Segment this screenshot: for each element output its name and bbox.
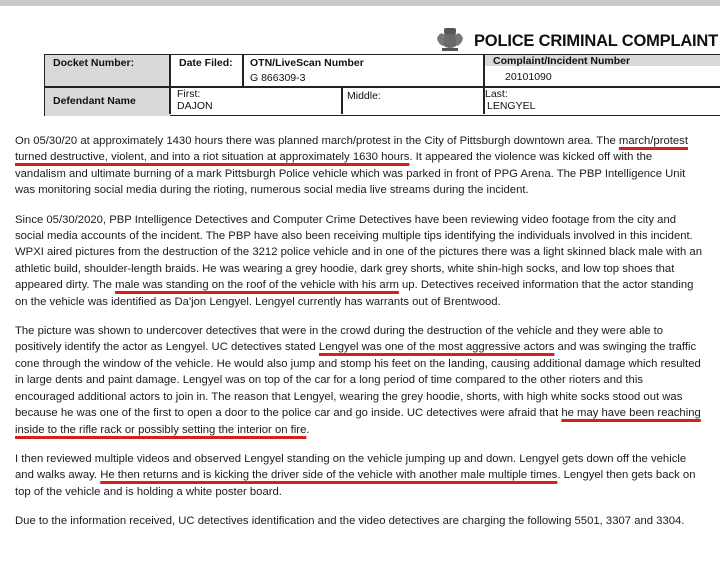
date-filed-label: Date Filed: xyxy=(179,57,233,69)
top-border xyxy=(0,0,720,6)
document-title: POLICE CRIMINAL COMPLAINT xyxy=(474,32,719,50)
complaint-number-label: Complaint/Incident Number xyxy=(493,55,631,67)
first-name-value: DAJON xyxy=(177,100,213,112)
last-name-label: Last: xyxy=(485,88,508,100)
middle-name-label: Middle: xyxy=(347,90,381,102)
highlighted-text: He then returns and is kicking the driver side of the vehicle with another male multiple times xyxy=(100,469,558,482)
highlighted-text: march/protest turned destructive, violent, and into a riot situation at approximately 1630 hours xyxy=(15,135,688,164)
complaint-number-value: 20101090 xyxy=(505,71,552,83)
last-name-value: LENGYEL xyxy=(487,100,536,112)
complaint-narrative xyxy=(15,133,705,543)
docket-number-label: Docket Number: xyxy=(53,57,135,69)
otn-value: G 866309-3 xyxy=(250,72,306,84)
pennsylvania-seal-icon xyxy=(435,24,465,52)
otn-label: OTN/LiveScan Number xyxy=(250,57,364,69)
complaint-header-table xyxy=(44,54,720,116)
paragraph: I then reviewed multiple videos and observed Lengyel standing on the vehicle jumping up and down. Lengyel gets down off the vehicle and walks away. He then returns and is kicking the driver side of the vehicle with another male multiple times. Lengyel then gets back on top of the vehicle and is holding a white poster board. xyxy=(15,452,696,498)
paragraph: Since 05/30/2020, PBP Intelligence Detectives and Computer Crime Detectives have been reviewing video footage from the city and social media accounts of the incident. The PBP have also been receiving multiple tips identifying the individuals involved in this incident. WPXI aired pictures from the destruction of the 3212 police vehicle and in one of the pictures there was a light skinned black male with an athletic build, shoulder-length braids. He was wearing a grey hoodie, dark grey shorts, white shin-high socks, and low top shoes that appeared dirty. The male was standing on the roof of the vehicle with his arm up. Detectives received information that the actor standing on the vehicle was identified as Da'jon Lengyel. Lengyel currently has warrants out of Brentwood. xyxy=(15,213,702,308)
defendant-name-label: Defendant Name xyxy=(53,95,136,107)
paragraph: On 05/30/20 at approximately 1430 hours there was planned march/protest in the City of Pittsburgh downtown area. The march/protest turned destructive, violent, and into a riot situation at approximately 1630 hours. It appeared the violence was kicked off with the vandalism and ultimate burning of a mark Pittsburgh Police vehicle which was parked in front of PPG Arena. The PBP Intelligence Unit was monitoring social media during the rioting, numerous social media live streams during the incident. xyxy=(15,135,688,197)
paragraph: Due to the information received, UC detectives identification and the video detectives are charging the following 5501, 3307 and 3304. xyxy=(15,515,685,528)
paragraph: The picture was shown to undercover detectives that were in the crowd during the destruction of the vehicle and they were able to positively identify the actor as Lengyel. UC detectives stated Lengyel was one of the most aggressive actors and was swinging the traffic cone through the window of the vehicle. He would also jump and stomp his feet on the landing, causing additional damage which resulted in large dents and paint damage. Lengyel was on top of the car for a long period of time compared to the other rioters and this encouraged additional actors to join in. The reason that Lengyel, wearing the grey hoodie, shorts, with high white socks stood out was because he was one of the first to open a door to the police car and go inside. UC detectives were afraid that he may have been reaching inside to the rifle rack or possibly setting the interior on fire. xyxy=(15,325,701,436)
highlighted-text: male was standing on the roof of the vehicle with his arm xyxy=(115,279,399,292)
highlighted-text: he may have been reaching inside to the rifle rack or possibly setting the interior on fire xyxy=(15,407,701,436)
highlighted-text: Lengyel was one of the most aggressive actors xyxy=(318,341,555,354)
first-name-label: First: xyxy=(177,88,201,100)
